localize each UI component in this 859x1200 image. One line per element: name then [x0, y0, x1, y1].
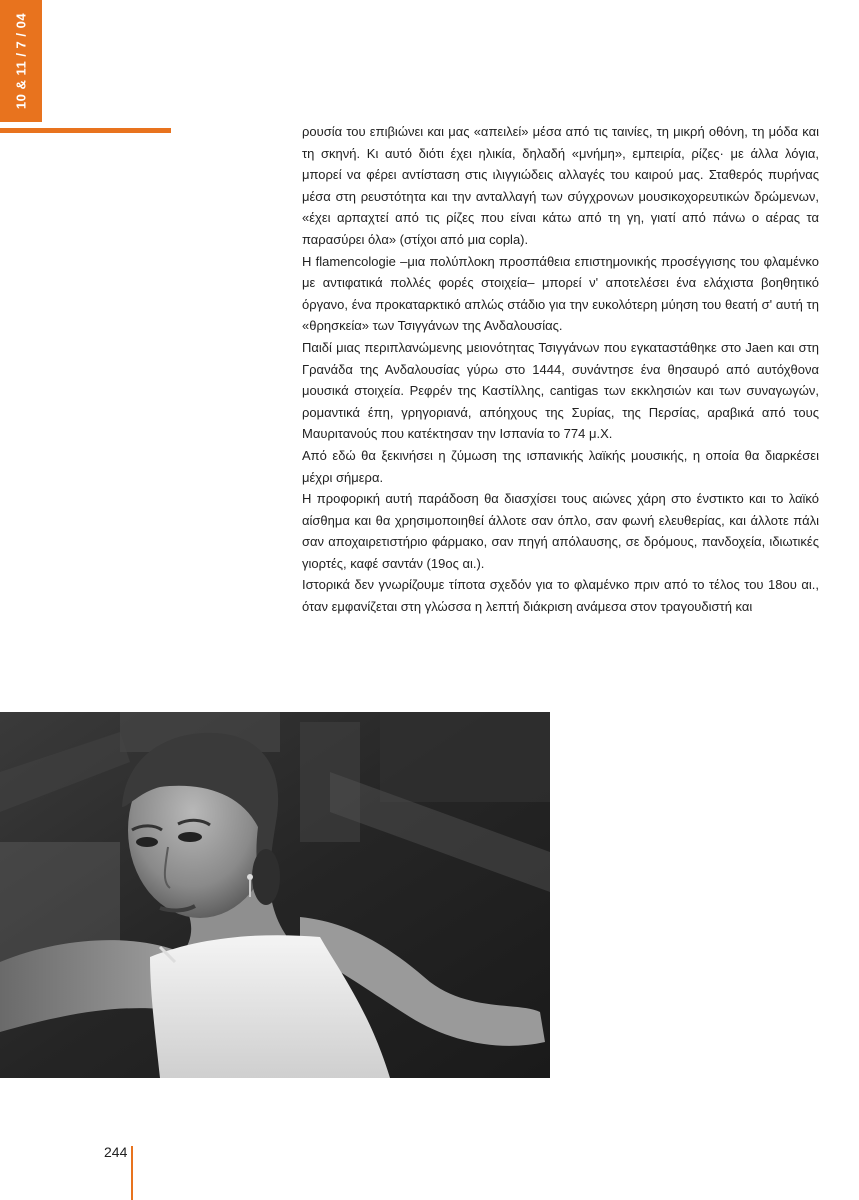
- paragraph: Από εδώ θα ξεκινήσει η ζύμωση της ισπανικής λαϊκής μουσικής, η οποία θα διαρκέσει μέχρι σήμερα.: [302, 447, 819, 485]
- date-tab: [0, 0, 42, 122]
- article-text-column: [302, 121, 819, 618]
- top-accent-rule: [0, 128, 171, 133]
- paragraph: Η προφορική αυτή παράδοση θα διασχίσει τους αιώνες χάρη στο ένστικτο και το λαϊκό αίσθημα και θα χρησιμοποιηθεί άλλοτε σαν όπλο, σαν φωνή ελευθερίας, και άλλοτε πάλι σαν αποχαιρετιστήριο φάρμακο, σαν πηγή απόλαυσης, σε δρόμους, πανδοχεία, ιδιωτικές γιορτές, καφέ σαντάν (19ος αι.).: [302, 491, 819, 571]
- date-label: 10 & 11 / 7 / 04: [13, 12, 29, 110]
- paragraph: Η flamencologie –μια πολύπλοκη προσπάθεια επιστημονικής προσέγγισης του φλαμένκο με αντιφατικά πολλές φορές στοιχεία– μπορεί ν' αποτελέσει ένα ελάχιστα βοηθητικό όργανο, ένα προκαταρκτικό απλώς στάδιο για την ευκολότερη μύηση του θεατή σ' αυτή τη «θρησκεία» των Τσιγγάνων της Ανδαλουσίας.: [302, 253, 819, 334]
- paragraph: Ιστορικά δεν γνωρίζουμε τίποτα σχεδόν για το φλαμένκο πριν από το τέλος του 18ου αι., όταν εμφανίζεται στη γλώσσα η λεπτή διάκριση ανάμεσα στον τραγουδιστή και: [302, 577, 819, 615]
- page-number-rule: [131, 1146, 133, 1200]
- paragraph: ρουσία του επιβιώνει και μας «απειλεί» μέσα από τις ταινίες, τη μικρή οθόνη, τη μόδα και τη σκηνή. Κι αυτό διότι έχει ηλικία, δηλαδή «μνήμη», εμπειρία, ρίζες· με άλλα λόγια, μπορεί να φέρει αντίσταση στις ιλιγγιώδεις αλλαγές του καιρού μας. Σταθερός πυρήνας μέσα στη ρευστότητα και την ανταλλαγή των σύγχρονων μουσικοχορευτικών δρώμενων, «έχει αρπαχτεί από τις ρίζες που είναι κάτω από τη γη, γιατί από πάνω ο αέρας τα παρασύρει όλα» (στίχοι από μια copla).: [302, 124, 819, 247]
- flamenco-dancer-photo: [0, 712, 550, 1078]
- page-number: 244: [104, 1144, 128, 1160]
- paragraph: Παιδί μιας περιπλανώμενης μειονότητας Τσιγγάνων που εγκαταστάθηκε στο Jaen και στη Γρανάδα της Ανδαλουσίας γύρω στο 1444, συνάντησε ένα θησαυρό από αυτόχθονα μουσικά στοιχεία. Ρεφρέν της Καστίλλης, cantigas των εκκλησιών και των συναγωγών, ρομαντικά έπη, γρηγοριανά, απόηχους της Συρίας, της Περσίας, αραβικά από τους Μαυριτανούς που κατέκτησαν την Ισπανία το 774 μ.Χ.: [302, 339, 819, 442]
